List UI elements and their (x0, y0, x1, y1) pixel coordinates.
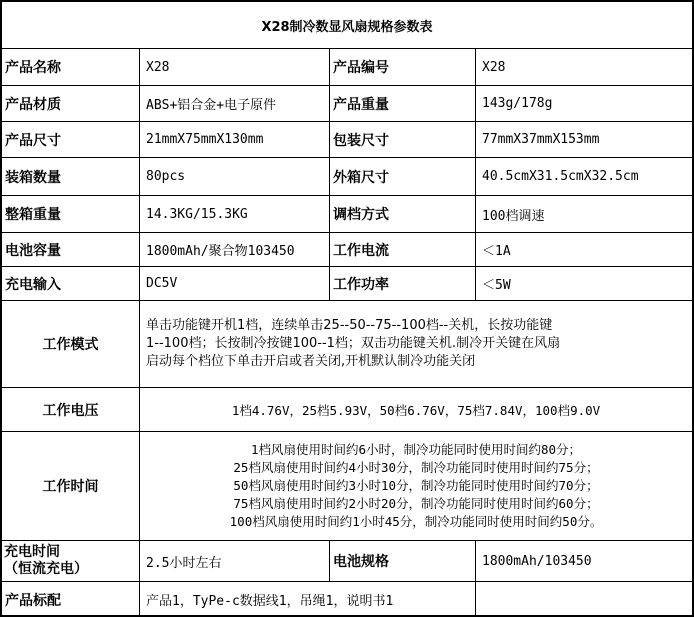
value-carton-weight: 14.3KG/15.3KG (140, 196, 330, 233)
value-size: 21mmX75mmX130mm (140, 122, 330, 158)
work-mode-line: 1--100档；长按制冷按键100--1档；双击功能键关机.制冷开关键在风扇 (146, 336, 561, 351)
spec-row-work-mode (2, 301, 692, 388)
spec-row-work-voltage (2, 388, 692, 432)
value-carton-qty: 80pcs (140, 158, 330, 196)
label-battery-capacity: 电池容量 (2, 233, 140, 267)
value-speed-mode: 100档调速 (476, 196, 692, 233)
label-charge-time (2, 541, 140, 582)
value-product-name: X28 (140, 49, 330, 86)
spec-row-work-time (2, 432, 692, 541)
value-charge-input: DC5V (140, 267, 330, 301)
label-package-size: 包装尺寸 (330, 122, 476, 158)
label-work-mode: 工作模式 (2, 301, 140, 388)
empty-cell (476, 582, 692, 617)
value-charge-time: 2.5小时左右 (140, 541, 330, 582)
spec-row-size (2, 122, 692, 158)
spec-row-charge-input (2, 267, 692, 301)
label-work-time: 工作时间 (2, 432, 140, 541)
value-product-code: X28 (476, 49, 692, 86)
label-working-current: 工作电流 (330, 233, 476, 267)
label-weight: 产品重量 (330, 86, 476, 122)
label-charge-input: 充电输入 (2, 267, 140, 301)
spec-row-material (2, 86, 692, 122)
label-carton-size: 外箱尺寸 (330, 158, 476, 196)
label-battery-spec: 电池规格 (330, 541, 476, 582)
label-accessories: 产品标配 (2, 582, 140, 617)
sheet-title: X28制冷数显风扇规格参数表 (2, 2, 692, 49)
spec-row-carton-qty (2, 158, 692, 196)
work-time-line: 50档风扇使用时间约3小时10分，制冷功能同时使用时间约70分； (233, 478, 599, 493)
spec-row-carton-weight (2, 196, 692, 233)
spec-row-battery (2, 233, 692, 267)
label-charge-time-line1: 充电时间 (4, 544, 60, 560)
title-row (2, 2, 692, 49)
label-carton-qty: 装箱数量 (2, 158, 140, 196)
label-size: 产品尺寸 (2, 122, 140, 158)
work-time-line: 75档风扇使用时间约2小时20分，制冷功能同时使用时间约60分； (233, 496, 599, 511)
value-battery-spec: 1800mAh/103450 (476, 541, 692, 582)
work-time-line: 100档风扇使用时间约1小时45分，制冷功能同时使用时间约50分。 (229, 514, 603, 529)
label-speed-mode: 调档方式 (330, 196, 476, 233)
label-carton-weight: 整箱重量 (2, 196, 140, 233)
work-mode-line: 启动每个档位下单击开启或者关闭,开机默认制冷功能关闭 (146, 354, 476, 369)
value-battery-capacity: 1800mAh/聚合物103450 (140, 233, 330, 267)
label-work-voltage: 工作电压 (2, 388, 140, 432)
value-work-time (140, 432, 692, 541)
spec-row-charge-time (2, 541, 692, 582)
value-working-power: ＜5W (476, 267, 692, 301)
spec-row-accessories (2, 582, 692, 617)
label-working-power: 工作功率 (330, 267, 476, 301)
value-package-size: 77mmX37mmX153mm (476, 122, 692, 158)
label-product-code: 产品编号 (330, 49, 476, 86)
label-product-name: 产品名称 (2, 49, 140, 86)
label-material: 产品材质 (2, 86, 140, 122)
value-material: ABS+铝合金+电子原件 (140, 86, 330, 122)
work-time-line: 1档风扇使用时间约6小时，制冷功能同时使用时间约80分； (250, 442, 582, 457)
value-carton-size: 40.5cmX31.5cmX32.5cm (476, 158, 692, 196)
value-working-current: ＜1A (476, 233, 692, 267)
work-mode-line: 单击功能键开机1档，连续单击25--50--75--100档--关机，长按功能键 (146, 318, 553, 333)
label-charge-time-line2: （恒流充电） (4, 561, 88, 577)
value-weight: 143g/178g (476, 86, 692, 122)
value-work-voltage: 1档4.76V，25档5.93V，50档6.76V，75档7.84V，100档9.0V (140, 388, 692, 432)
value-work-mode (140, 301, 692, 388)
work-time-line: 25档风扇使用时间约4小时30分，制冷功能同时使用时间约75分； (233, 460, 599, 475)
value-accessories: 产品1，TyPe-c数据线1，吊绳1，说明书1 (140, 582, 476, 617)
spec-row-name (2, 49, 692, 86)
